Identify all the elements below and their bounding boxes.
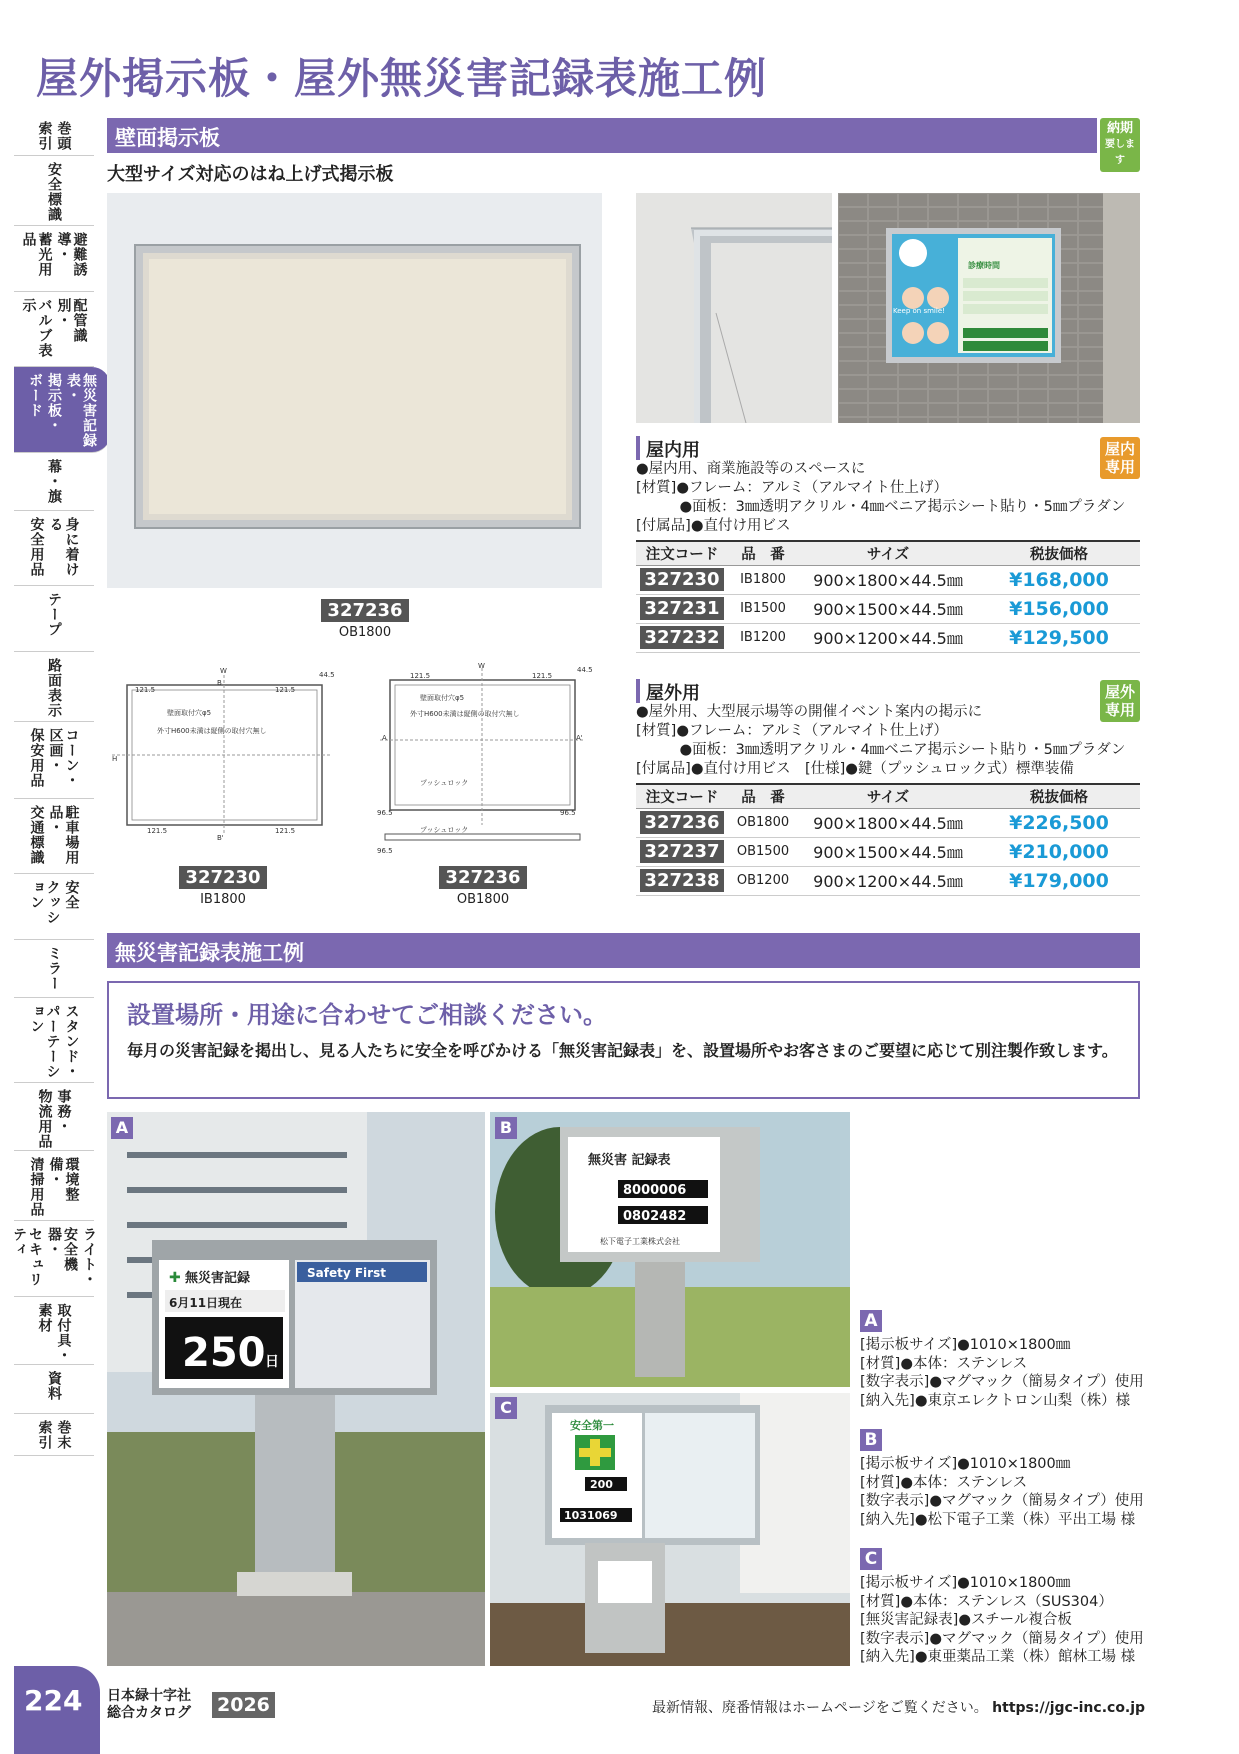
sidebar-tab-text: 路面表示 <box>46 658 62 718</box>
a-sub: Safety First <box>307 1266 386 1280</box>
sidebar-tab-text: 物流用品 <box>36 1089 53 1149</box>
sidebar-tab-text: 配管識別・ <box>55 298 88 343</box>
sidebar-tab-text: 資料 <box>46 1371 62 1401</box>
sidebar-tab-label <box>29 1157 80 1220</box>
price: ¥168,000 <box>978 565 1140 594</box>
model-number: IB1500 <box>728 594 798 623</box>
spec-line: ●面板：3㎜透明アクリル・4㎜ベニア掲示シート貼り・5㎜プラダン <box>636 499 1126 515</box>
spec-line: ●屋外用、大型展示場等の開催イベント案内の掲示に <box>636 704 983 720</box>
col-header: 注文コード <box>636 784 728 808</box>
sidebar-tab-text: 環境整備・ <box>47 1157 80 1202</box>
case-b-tag: B <box>495 1117 517 1139</box>
installed-board-photo <box>838 193 1140 423</box>
case-letter: C <box>860 1548 882 1570</box>
sidebar-tab[interactable] <box>14 511 94 586</box>
indoor-product <box>636 436 1140 653</box>
sidebar-tab-text: セキュリティ <box>11 1227 43 1287</box>
sidebar-tab[interactable] <box>11 1221 97 1297</box>
dim-96: 96.5 <box>377 809 393 817</box>
sidebar-tab[interactable] <box>14 1083 94 1151</box>
sidebar-tab-label <box>46 658 62 721</box>
outdoor-only-badge <box>1100 680 1140 722</box>
sidebar-tab[interactable] <box>14 652 94 722</box>
dim-121: 121.5 <box>135 686 156 694</box>
dim-hole: 壁面取付穴φ5 <box>420 694 465 702</box>
consult-text: 毎月の災害記録を掲出し、見る人たちに安全を呼びかける「無災害記録表」を、設置場所やお客さまのご要望に応じて別注製作致します。 <box>127 1041 1118 1060</box>
a-title: 無災害記録 <box>185 1271 251 1286</box>
case-c-photo <box>490 1393 850 1666</box>
sidebar-tab-text: 交通標識 <box>28 805 45 865</box>
sidebar-tab[interactable] <box>14 722 94 799</box>
case-a-photo <box>107 1112 485 1666</box>
model-number: OB1800 <box>338 625 392 640</box>
table-row <box>636 594 1140 623</box>
sidebar-tab[interactable] <box>14 940 94 998</box>
size: 900×1500×44.5㎜ <box>798 594 978 623</box>
sidebar-tab-label <box>37 1303 72 1364</box>
sidebar-tab-label <box>11 1227 97 1296</box>
svg-text:✚: ✚ <box>169 1270 181 1286</box>
dim-121: 121.5 <box>147 827 168 835</box>
table-row <box>636 623 1140 652</box>
badge-line: 納期 <box>1106 121 1133 136</box>
section-title: 壁面掲示板 <box>115 126 220 150</box>
sidebar-tab[interactable] <box>14 799 94 874</box>
case-line: [数字表示]●マグマック（簡易タイプ）使用 <box>860 1374 1144 1390</box>
footer-note-text: 最新情報、廃番情報はホームページをご覧ください。 <box>652 1700 988 1716</box>
case-line: [材質]●本体：ステンレス <box>860 1474 1028 1491</box>
badge-line: 屋内 <box>1104 440 1135 458</box>
footer-note <box>652 1697 1145 1717</box>
sidebar-tab-label <box>29 880 80 939</box>
sidebar-tab-text: 索引 <box>36 121 53 151</box>
model-number: OB1800 <box>728 808 798 837</box>
dim-lock: プッシュロック <box>420 779 469 787</box>
sidebar-tab-label <box>37 121 72 155</box>
dim-44: 44.5 <box>577 666 593 674</box>
size: 900×1800×44.5㎜ <box>798 808 978 837</box>
a-unit: 日 <box>265 1354 279 1370</box>
case-a-tag: A <box>111 1117 133 1139</box>
price: ¥179,000 <box>978 866 1140 895</box>
order-code: 327238 <box>640 869 723 892</box>
col-header: 品 番 <box>728 784 798 808</box>
sign-smile: Keep on smile! <box>893 307 945 315</box>
sidebar-tab-text: 身に着ける <box>47 517 80 577</box>
c-title: 安全第一 <box>570 1419 614 1432</box>
case-line: [掲示板サイズ]●1010×1800㎜ <box>860 1575 1071 1591</box>
sidebar-tab[interactable] <box>14 292 94 367</box>
model-number: IB1800 <box>200 892 246 907</box>
size: 900×1800×44.5㎜ <box>798 565 978 594</box>
outdoor-price-table <box>636 783 1140 896</box>
sidebar-tab-text: 安全機器・ <box>46 1227 78 1272</box>
sidebar-tab-text: スタンド・ <box>63 1004 80 1079</box>
order-code: 327232 <box>640 626 723 649</box>
price: ¥156,000 <box>978 594 1140 623</box>
sidebar-tab[interactable] <box>14 1297 94 1365</box>
dim-121: 121.5 <box>532 672 553 680</box>
sidebar-tab-text: 保安用品 <box>28 728 45 788</box>
col-header: 税抜価格 <box>978 784 1140 808</box>
model-number: OB1800 <box>456 892 510 907</box>
sidebar-tab[interactable] <box>14 1365 94 1414</box>
case-line: [数字表示]●マグマック（簡易タイプ）使用 <box>860 1630 1144 1647</box>
sidebar-tab[interactable] <box>14 998 94 1083</box>
c-number2: 1031069 <box>564 1509 618 1522</box>
sidebar-tab-label <box>29 517 80 585</box>
dimension-diagram-ib <box>107 665 337 845</box>
sidebar-tab-text: 蓄光用品 <box>20 232 53 277</box>
catalog-name <box>107 1688 191 1722</box>
case-line: [納入先]●東亜薬品工業（株）館林工場 様 <box>860 1649 1136 1665</box>
case-line: [掲示板サイズ]●1010×1800㎜ <box>860 1456 1071 1472</box>
section-subtitle: 大型サイズ対応のはね上げ式掲示板 <box>107 164 394 185</box>
table-row <box>636 808 1140 837</box>
sidebar-tab-text: 事務・ <box>55 1089 72 1134</box>
b-number1: 8000006 <box>623 1183 687 1198</box>
price: ¥210,000 <box>978 837 1140 866</box>
spec-line: [付属品]●直付け用ビス [仕様]●鍵（プッシュロック式）標準装備 <box>636 761 1074 777</box>
spec-line: [付属品]●直付け用ビス <box>636 518 791 534</box>
section-header-wall-board <box>107 118 1097 153</box>
sidebar-tab-text: 安全標識 <box>46 162 62 222</box>
case-c-tag: C <box>495 1397 517 1419</box>
b-number2: 0802482 <box>623 1209 687 1224</box>
dim-96: 96.5 <box>377 847 393 855</box>
catalog-line: 日本緑十字社 <box>107 1688 191 1704</box>
table-row <box>636 866 1140 895</box>
sidebar-tab-label <box>21 298 88 366</box>
dim-b2: B' <box>217 834 224 842</box>
badge-line: 専用 <box>1104 458 1135 476</box>
sidebar-tab[interactable] <box>14 367 110 453</box>
board-main-photo <box>107 193 602 588</box>
sidebar-tab-text: 取付具・ <box>55 1303 72 1363</box>
dim-h: H <box>112 755 118 763</box>
consult-box <box>107 981 1140 1099</box>
model-number: IB1800 <box>728 565 798 594</box>
spec-line: [材質]●フレーム：アルミ（アルマイト仕上げ） <box>636 480 948 496</box>
col-header: 税抜価格 <box>978 541 1140 565</box>
dim-lock: プッシュロック <box>420 826 469 834</box>
badge-line: 屋外 <box>1104 683 1135 701</box>
dim-a: A <box>382 734 387 742</box>
sidebar-tab-text: バルブ表示 <box>20 298 53 358</box>
sidebar-tab-text: ボード <box>27 373 43 418</box>
col-header: サイズ <box>798 784 978 808</box>
sidebar-tab-text: ミラー <box>46 946 62 991</box>
sidebar-tab-label <box>21 232 88 291</box>
section-header-record-board <box>107 933 1140 968</box>
indoor-title: 屋内用 <box>636 436 1140 460</box>
badge-line: 要します <box>1105 139 1135 166</box>
dim-w: W <box>478 662 485 670</box>
sidebar-tab-text: 巻頭 <box>55 121 72 151</box>
sidebar-tab-label <box>46 1371 62 1413</box>
sidebar-tab-label <box>46 459 62 510</box>
b-title: 無災害 記録表 <box>588 1153 671 1168</box>
case-letter: B <box>860 1429 882 1451</box>
sidebar-tab-text: 無災害記録表・ <box>65 373 97 448</box>
sidebar-tab-label <box>46 162 62 225</box>
b-company: 松下電子工業株式会社 <box>600 1237 680 1246</box>
outdoor-title: 屋外用 <box>636 679 1140 703</box>
dim-121: 121.5 <box>275 686 296 694</box>
sidebar-tab[interactable] <box>14 586 94 652</box>
model-number: OB1200 <box>728 866 798 895</box>
a-number: 250 <box>182 1330 266 1376</box>
outdoor-product <box>636 679 1140 896</box>
price: ¥226,500 <box>978 808 1140 837</box>
table-row <box>636 565 1140 594</box>
sidebar-tab-text: 素材 <box>36 1303 53 1333</box>
price: ¥129,500 <box>978 623 1140 652</box>
case-a-spec <box>860 1310 1150 1410</box>
col-header: 注文コード <box>636 541 728 565</box>
case-c-spec <box>860 1548 1150 1667</box>
catalog-line: 総合カタログ <box>107 1705 191 1721</box>
order-code: 327230 <box>179 866 266 889</box>
model-number: OB1500 <box>728 837 798 866</box>
case-line: [無災害記録表]●スチール複合板 <box>860 1612 1072 1628</box>
order-code: 327236 <box>321 599 408 622</box>
page-number: 224 <box>14 1666 100 1754</box>
dim-hole: 壁面取付穴φ5 <box>167 709 212 717</box>
sidebar-tab-text: 索引 <box>36 1420 53 1450</box>
website-link[interactable]: https://jgc-inc.co.jp <box>992 1700 1146 1716</box>
order-code: 327236 <box>640 811 723 834</box>
frame-corner-photo <box>636 193 832 423</box>
sidebar-tab-text: 駐車場用品・ <box>47 805 80 865</box>
sidebar-tab-label <box>29 805 80 873</box>
sidebar-tab[interactable] <box>14 226 94 292</box>
col-header: サイズ <box>798 541 978 565</box>
order-code: 327231 <box>640 597 723 620</box>
sidebar-tab-text: 掲示板・ <box>46 373 62 433</box>
sidebar-tab-text: コーン・区画・ <box>47 728 80 788</box>
sidebar-tab-label <box>29 728 80 798</box>
delivery-badge <box>1100 118 1140 172</box>
catalog-year: 2026 <box>212 1692 275 1718</box>
case-line: [材質]●本体：ステンレス（SUS304） <box>860 1593 1113 1610</box>
case-letter: A <box>860 1310 882 1332</box>
sidebar-tab[interactable] <box>14 115 94 156</box>
sidebar-tab[interactable] <box>14 1151 94 1221</box>
diagram2-label <box>438 866 528 907</box>
page-title: 屋外掲示板・屋外無災害記録表施工例 <box>36 54 768 103</box>
order-code: 327236 <box>439 866 526 889</box>
size: 900×1200×44.5㎜ <box>798 623 978 652</box>
sign-title: 診療時間 <box>968 261 1000 270</box>
dim-b: B <box>217 679 222 687</box>
a-date: 6月11日現在 <box>169 1296 243 1310</box>
main-photo-label <box>320 599 410 640</box>
sidebar-tab-text: テープ <box>46 592 62 637</box>
sidebar-tab[interactable] <box>14 874 94 940</box>
indoor-only-badge <box>1100 437 1140 479</box>
case-line: [数字表示]●マグマック（簡易タイプ）使用 <box>860 1493 1144 1509</box>
consult-title: 設置場所・用途に合わせてご相談ください。 <box>127 1001 607 1029</box>
case-line: [掲示板サイズ]●1010×1800㎜ <box>860 1337 1071 1353</box>
dim-96: 96.5 <box>560 809 576 817</box>
col-header: 品 番 <box>728 541 798 565</box>
dim-note: 外寸H600未満は縦側の取付穴無し <box>410 710 520 718</box>
dim-note: 外寸H600未満は縦側の取付穴無し <box>157 727 267 735</box>
dim-121: 121.5 <box>275 827 296 835</box>
sidebar-tab-text: 清掃用品 <box>28 1157 45 1217</box>
sidebar-tab-label <box>29 1004 80 1082</box>
sidebar-tab-text: 巻末 <box>55 1420 72 1450</box>
diagram1-label <box>178 866 268 907</box>
size: 900×1200×44.5㎜ <box>798 866 978 895</box>
dim-44: 44.5 <box>319 671 335 679</box>
sidebar-tab-label <box>27 373 97 452</box>
sidebar-tab-label <box>46 592 62 651</box>
dim-a2: A' <box>576 734 583 742</box>
badge-line: 専用 <box>1104 701 1135 719</box>
spec-line: [材質]●フレーム：アルミ（アルマイト仕上げ） <box>636 723 948 739</box>
sidebar-tab-text: 幕・旗 <box>46 459 62 504</box>
dim-121: 121.5 <box>410 672 431 680</box>
c-number1: 200 <box>590 1478 613 1491</box>
indoor-price-table <box>636 540 1140 653</box>
dimension-diagram-ob <box>365 660 595 860</box>
order-code: 327230 <box>640 568 723 591</box>
dim-w: W <box>220 667 227 675</box>
case-b-photo <box>490 1112 850 1387</box>
sidebar-tab-text: 安全用品 <box>28 517 45 577</box>
sidebar-tab-label <box>37 1089 72 1150</box>
case-b-spec <box>860 1429 1150 1529</box>
case-line: [納入先]●東京エレクトロン山梨（株）様 <box>860 1392 1131 1409</box>
sidebar-tab-text: 避難誘導・ <box>55 232 88 277</box>
sidebar-tab[interactable] <box>14 156 94 226</box>
table-row <box>636 837 1140 866</box>
sidebar-tab-text: パーテーション <box>28 1004 61 1079</box>
section-title: 無災害記録表施工例 <box>115 941 304 965</box>
spec-line: ●屋内用、商業施設等のスペースに <box>636 461 866 477</box>
order-code: 327237 <box>640 840 723 863</box>
sidebar-tab[interactable] <box>14 453 94 511</box>
sidebar-tab-text: ライト・ <box>81 1227 97 1287</box>
sidebar-tab-label <box>37 1420 72 1455</box>
sidebar-tab-text: クッション <box>28 880 61 925</box>
model-number: IB1200 <box>728 623 798 652</box>
case-line: [材質]●本体：ステンレス <box>860 1355 1028 1372</box>
spec-line: ●面板：3㎜透明アクリル・4㎜ベニア掲示シート貼り・5㎜プラダン <box>636 742 1126 758</box>
sidebar-tab[interactable] <box>14 1414 94 1456</box>
sidebar-tab-label <box>46 946 62 997</box>
size: 900×1500×44.5㎜ <box>798 837 978 866</box>
sidebar-tab-text: 安全 <box>63 880 80 910</box>
case-line: [納入先]●松下電子工業（株）平出工場 様 <box>860 1511 1136 1528</box>
